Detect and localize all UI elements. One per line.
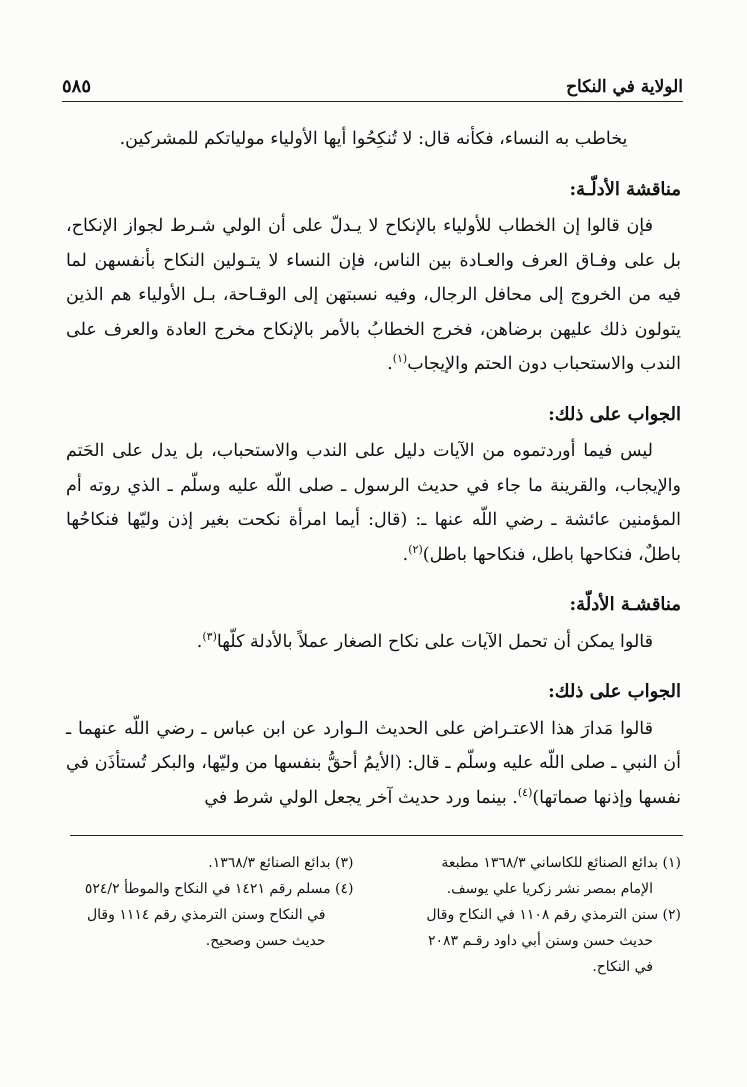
paragraph-2: ليس فيما أوردتموه من الآيات دليل على الندب والاستحباب، بل يدل على الحَتم والإيجاب، والقرينة ما جاء في حديث الرسول ـ صلى اللّه عليه وسلّم ـ الذي روته أم المؤمنين عائشة ـ رضي اللّه عنها ـ: (قال: أيما امرأة نكحت بغير إذن وليّها فنكاحُها باطلٌ، فنكاحها باطل، فنكاحها باطل)$^{(٢)}$. xyxy=(66,441,681,565)
footnote-2-line-3: في النكاح. xyxy=(592,959,653,975)
footnote-ref-4[interactable]: (٤) xyxy=(517,785,533,799)
footnote-ref-2[interactable]: (٢) xyxy=(408,542,423,556)
footnote-1-line-1: (١) بدائع الصنائع للكاساني ١٣٦٨/٣ مطبعة xyxy=(441,855,681,871)
footnote-4-line-2: في النكاح وسنن الترمذي رقم ١١١٤ وقال xyxy=(86,907,326,923)
paragraph-4-text: قالوا مَدارَ هذا الاعتـراض على الحديث الـوارد عن ابن عباس ـ رضي اللّه عنهما ـ أن النبي ـ صلى اللّه عليه وسلّم ـ قال: (الأيمُ أحقُّ بنفسها من وليّها، والبكر تُستأذَن في نفسها وإذنها صماتها) xyxy=(66,718,681,808)
footnote-ref-1[interactable]: (١) xyxy=(392,352,408,366)
footnote-4-line-3: حديث حسن وصحيح. xyxy=(205,933,326,949)
paragraph-4-continuation: . بينما ورد حديث آخر يجعل الولي شرط في xyxy=(204,787,518,808)
footnote-3-line-1: (٣) بدائع الصنائع ١٣٦٨/٣. xyxy=(208,855,354,871)
footnote-2-line-2: حديث حسن وسنن أبي داود رقـم ٢٠٨٣ xyxy=(427,933,653,949)
footnotes-column-left xyxy=(66,850,354,980)
section-heading-discussion-2: مناقشـة الأدلّة: xyxy=(569,594,681,615)
running-title: الولاية في النكاح xyxy=(566,77,683,97)
page-number: ٥٨٥ xyxy=(62,76,92,97)
section-heading-discussion-1: مناقشة الأدلّـة: xyxy=(569,178,681,200)
footnotes xyxy=(66,850,681,980)
footnote-ref-3[interactable]: (٣) xyxy=(202,629,217,643)
footnote-2-line-1: (٢) سنن الترمذي رقم ١١٠٨ في النكاح وقال xyxy=(426,907,681,923)
footnote-1 xyxy=(394,850,682,902)
paragraph-4 xyxy=(66,712,681,816)
paragraph-2-text: ليس فيما أوردتموه من الآيات دليل على الندب والاستحباب، بل يدل على الحَتم والإيجاب، والقرينة ما جاء في حديث الرسول ـ صلى اللّه عليه وسلّم ـ الذي روته أم المؤمنين عائشة ـ رضي اللّه عنها ـ: (قال: أيما امرأة نكحت بغير إذن وليّها فنكاحُها باطلٌ، فنكاحها باطل، فنكاحها باطل) xyxy=(66,441,681,565)
footnote-2 xyxy=(394,902,682,980)
paragraph-1-text: فإن قالوا إن الخطاب للأولياء بالإنكاح لا يـدلّ على أن الولي شـرط لجواز الإنكاح، بل على وفـاق العرف والعـادة بين الناس، فإن النساء لا يتـولين النكاح بأنفسهن لما فيه من الخروج إلى محافل الرجال، وفيه نسبتهن إلى الوقـاحة، بـل الأولياء هم الذين يتولون ذلك عليهن برضاهن، فخرج الخطابُ بالأمر بالإنكاح مخرج العادة والعرف على الندب والاستحباب دون الحتم والإيجاب xyxy=(66,216,681,374)
section-heading-answer-1: الجواب على ذلك: xyxy=(548,403,681,425)
section-heading-answer-2: الجواب على ذلك: xyxy=(548,681,681,702)
paragraph-1: فإن قالوا إن الخطاب للأولياء بالإنكاح لا يـدلّ على أن الولي شـرط لجواز الإنكاح، بل على وفـاق العرف والعـادة بين الناس، فإن النساء لا يتـولين النكاح بأنفسهن لما فيه من الخروج إلى محافل الرجال، وفيه نسبتهن إلى الوقـاحة، بـل الأولياء هم الذين يتولون ذلك عليهن برضاهن، فخرج الخطابُ بالأمر بالإنكاح مخرج العادة والعرف على الندب والاستحباب دون الحتم والإيجاب$^{(١)}$. xyxy=(66,216,681,374)
paragraph-3: قالوا يمكن أن تحمل الآيات على نكاح الصغار عملاً بالأدلة كلّها$^{(٣)}$. xyxy=(196,629,653,652)
footnote-4 xyxy=(66,876,354,954)
footnote-4-line-1: (٤) مسلم رقم ١٤٢١ في النكاح والموطأ ٥٢٤/٢ xyxy=(84,881,354,897)
footnote-divider xyxy=(70,835,683,836)
paragraph-3-text: قالوا يمكن أن تحمل الآيات على نكاح الصغار عملاً بالأدلة كلّها xyxy=(216,631,653,652)
footnote-3 xyxy=(66,850,354,876)
intro-line: يخاطب به النساء، فكأنه قال: لا تُنكِحُوا أيها الأولياء مولياتكم للمشركين. xyxy=(119,129,628,149)
main-text xyxy=(66,122,681,815)
footnotes-column-right xyxy=(394,850,682,980)
running-header xyxy=(62,70,683,102)
footnote-1-line-2: الإمام بمصر نشر زكريا علي يوسف. xyxy=(446,881,653,897)
